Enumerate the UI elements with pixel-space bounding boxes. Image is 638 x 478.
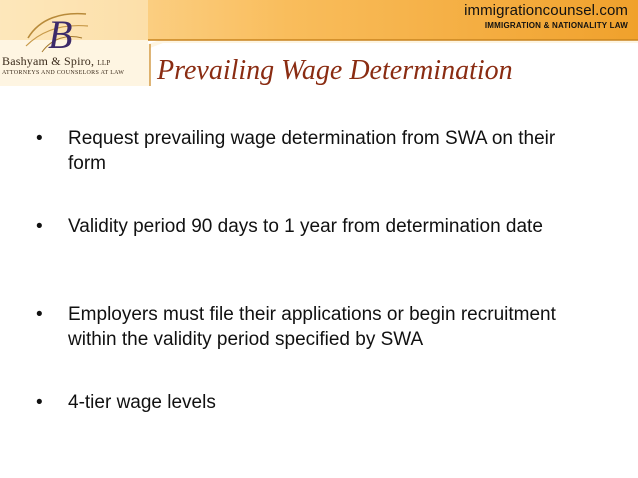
firm-name-text: Bashyam & Spiro, (2, 54, 95, 68)
bullet-dot: • (36, 216, 43, 237)
bullet-dot: • (36, 304, 43, 325)
firm-logo (0, 0, 148, 86)
bullet-text: Validity period 90 days to 1 year from determination date (68, 216, 543, 237)
firm-subtitle: ATTORNEYS AND COUNSELORS AT LAW (2, 70, 125, 76)
bullet-item (32, 214, 543, 239)
site-branding (428, 2, 628, 32)
bullet-item (32, 302, 592, 352)
monogram-b-icon (22, 8, 92, 56)
bullet-item (32, 390, 216, 415)
site-tagline: IMMIGRATION & NATIONALITY LAW (484, 21, 628, 30)
monogram-letter: B (48, 12, 73, 56)
bullet-text: Employers must file their applications or begin recruitment within the validity period specified by SWA (68, 304, 556, 350)
slide-title: Prevailing Wage Determination (157, 55, 513, 86)
firm-suffix: LLP (97, 59, 111, 67)
site-url-link[interactable]: immigrationcounsel.com (464, 2, 628, 19)
bullet-dot: • (36, 128, 43, 149)
firm-name (2, 54, 146, 69)
bullet-item (32, 126, 592, 176)
bullet-text: 4-tier wage levels (68, 392, 216, 413)
bullet-text: Request prevailing wage determination from SWA on their form (68, 128, 556, 174)
bullet-dot: • (36, 392, 43, 413)
